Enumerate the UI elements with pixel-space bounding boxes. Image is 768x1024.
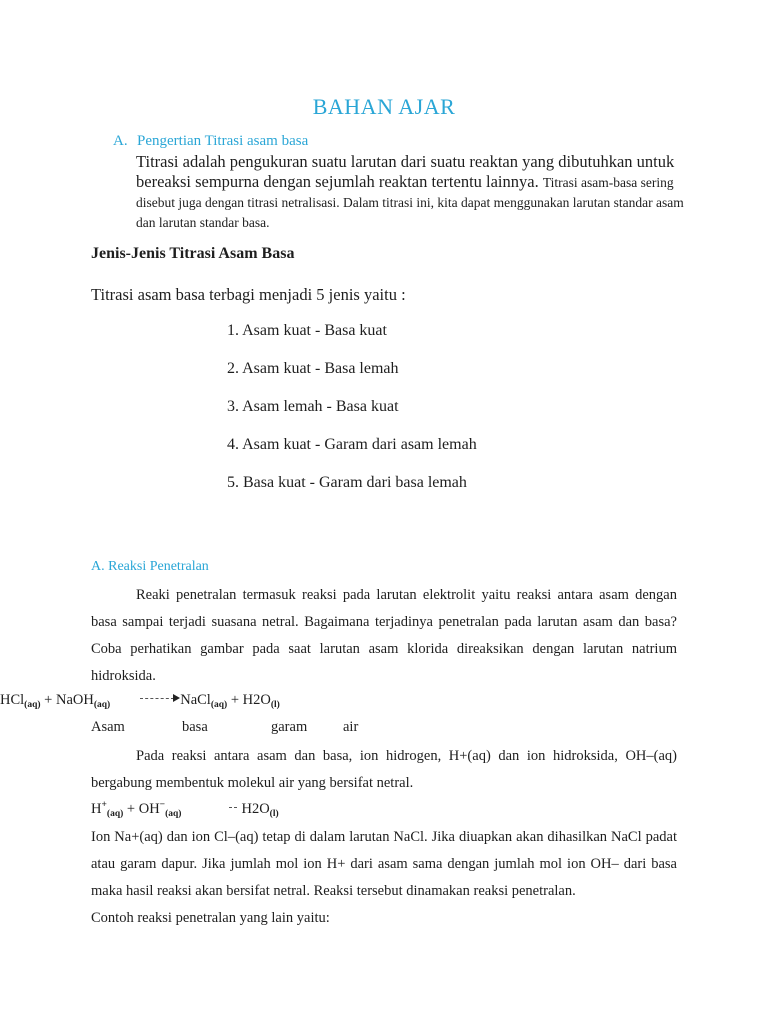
intro-small-text: Titrasi asam-basa sering disebut juga dengan titrasi netralisasi. Dalam titrasi ini, kita dapat menggunakan larutan standar asam dan larutan standar basa. bbox=[136, 175, 684, 230]
section-a-heading bbox=[113, 133, 308, 150]
charge-superscript: + bbox=[101, 800, 107, 810]
paragraph-penetralan-text: Reaki penetralan termasuk reaksi pada larutan elektrolit yaitu reaksi antara asam dengan basa sampai terjadi suasana netral. Bagaimana terjadinya penetralan pada larutan asam dan basa? Coba perhatikan gambar pada saat larutan asam klorida direaksikan dengan larutan natrium hidroksida. bbox=[91, 587, 677, 684]
paragraph-contoh: Contoh reaksi penetralan yang lain yaitu: bbox=[91, 910, 330, 926]
charge-superscript: − bbox=[159, 800, 166, 810]
plus-sign: + bbox=[40, 692, 56, 708]
state-subscript: (aq) bbox=[93, 700, 111, 710]
label-basa: basa bbox=[182, 719, 208, 735]
section-b-heading: A. Reaksi Penetralan bbox=[91, 559, 209, 574]
intro-paragraph bbox=[136, 152, 684, 232]
formula-h2o: H2O bbox=[241, 800, 270, 817]
equation-ion bbox=[91, 800, 279, 819]
list-item: 1. Asam kuat - Basa kuat bbox=[227, 322, 387, 339]
intro-large-text: Titrasi adalah pengukuran suatu larutan dari suatu reaktan yang dibutuhkan untuk bereaksi sempurna dengan sejumlah reaktan tertentu lainnya. bbox=[136, 152, 675, 191]
paragraph-penetralan bbox=[91, 582, 677, 690]
list-item: 2. Asam kuat - Basa lemah bbox=[227, 360, 399, 377]
state-subscript: (l) bbox=[270, 700, 280, 710]
paragraph-nacl: Ion Na+(aq) dan ion Cl–(aq) tetap di dalam larutan NaCl. Jika diuapkan akan dihasilkan NaCl padat atau garam dapur. Jika jumlah mol ion H+ dari asam sama dengan jumlah mol ion OH– dari basa maka hasil reaksi akan bersifat netral. Reaksi tersebut dinamakan reaksi penetralan. bbox=[91, 829, 677, 899]
state-subscript: (aq) bbox=[210, 700, 228, 710]
formula-h2o: H2O bbox=[242, 692, 271, 708]
formula-hcl: HCl bbox=[0, 692, 25, 708]
state-subscript: (aq) bbox=[165, 808, 182, 819]
section-a-number: A. bbox=[113, 133, 128, 149]
equation-hcl-naoh bbox=[0, 692, 280, 710]
state-subscript: (aq) bbox=[106, 808, 124, 819]
label-asam: Asam bbox=[91, 719, 125, 735]
formula-naoh: NaOH bbox=[55, 692, 94, 708]
reaction-arrow-icon bbox=[140, 698, 174, 700]
paragraph-ion bbox=[91, 743, 677, 797]
state-subscript: (aq) bbox=[24, 700, 41, 710]
list-item: 3. Asam lemah - Basa kuat bbox=[227, 398, 399, 415]
paragraph-ion-text: Pada reaksi antara asam dan basa, ion hidrogen, H+(aq) dan ion hidroksida, OH–(aq) bergabung membentuk molekul air yang bersifat netral. bbox=[91, 748, 677, 791]
formula-h: H bbox=[91, 800, 102, 817]
formula-oh: OH bbox=[138, 800, 160, 817]
plus-sign: + bbox=[227, 692, 243, 708]
list-item: 5. Basa kuat - Garam dari basa lemah bbox=[227, 474, 467, 491]
jenis-intro: Titrasi asam basa terbagi menjadi 5 jenis yaitu : bbox=[91, 285, 406, 304]
formula-nacl: NaCl bbox=[180, 692, 211, 708]
section-a-title: Pengertian Titrasi asam basa bbox=[137, 133, 309, 149]
reaction-arrow-icon bbox=[229, 807, 237, 809]
label-air: air bbox=[343, 719, 359, 735]
jenis-heading: Jenis-Jenis Titrasi Asam Basa bbox=[91, 245, 295, 262]
state-subscript: (l) bbox=[269, 808, 279, 819]
document-title: BAHAN AJAR bbox=[312, 94, 456, 119]
label-garam: garam bbox=[271, 719, 308, 735]
list-item: 4. Asam kuat - Garam dari asam lemah bbox=[227, 436, 477, 453]
plus-sign: + bbox=[123, 800, 139, 817]
